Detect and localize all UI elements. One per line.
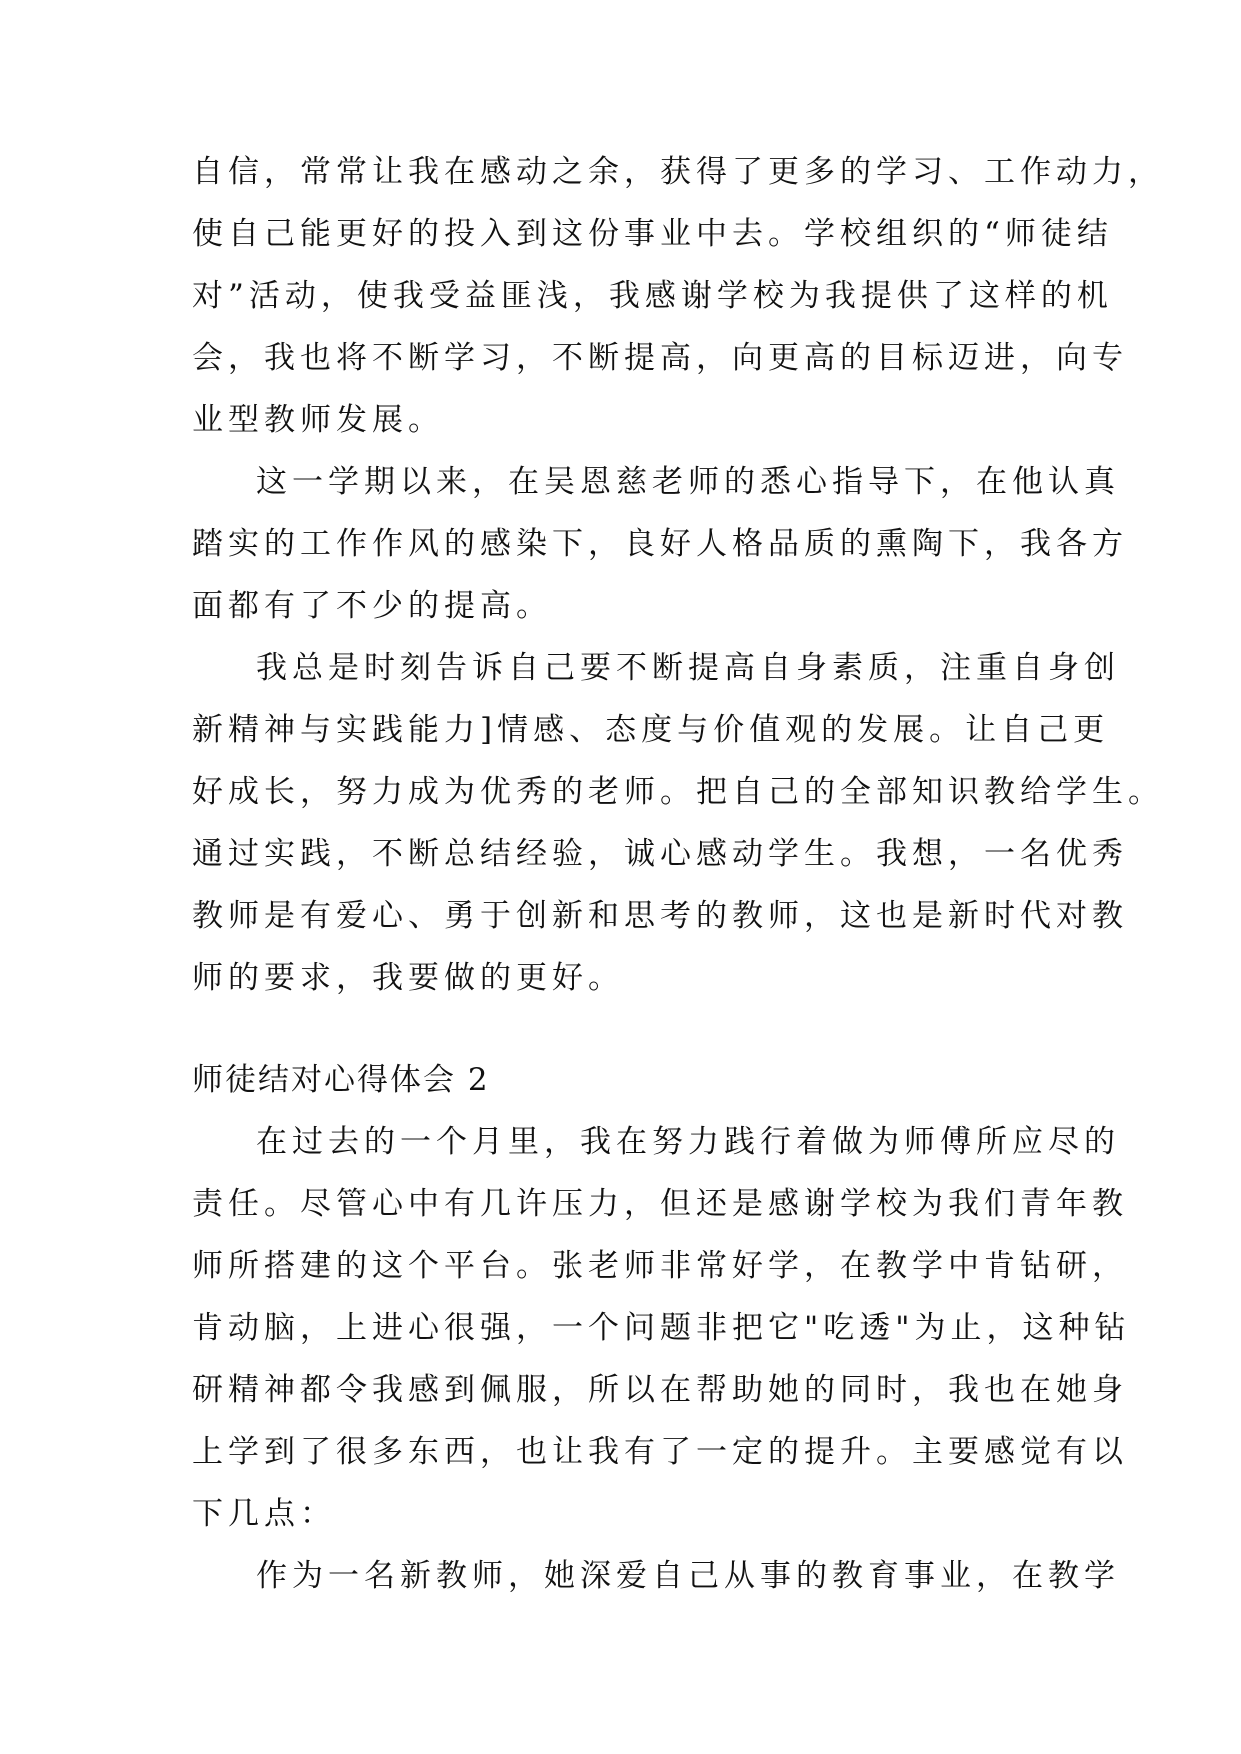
paragraph-first-line: 在过去的一个月里，我在努力践行着做为师傅所应尽的 [256,1124,1120,1160]
text-line: 下几点： [192,1496,336,1532]
text-line: 肯动脑，上进心很强，一个问题非把它"吃透"为止，这种钻 [192,1310,1131,1346]
text-line: 会，我也将不断学习，不断提高，向更高的目标迈进，向专 [192,340,1128,376]
text-line: 面都有了不少的提高。 [192,588,552,624]
text-line: 研精神都令我感到佩服，所以在帮助她的同时，我也在她身 [192,1372,1128,1408]
text-line: 自信，常常让我在感动之余，获得了更多的学习、工作动力， [192,154,1164,190]
text-line: 教师是有爱心、勇于创新和思考的教师，这也是新时代对教 [192,898,1128,934]
text-line: 责任。尽管心中有几许压力，但还是感谢学校为我们青年教 [192,1186,1128,1222]
text-line: 踏实的工作作风的感染下，良好人格品质的熏陶下，我各方 [192,526,1128,562]
text-line: 好成长，努力成为优秀的老师。把自己的全部知识教给学生。 [192,774,1164,810]
text-line: 对”活动，使我受益匪浅，我感谢学校为我提供了这样的机 [192,278,1113,314]
paragraph-first-line: 我总是时刻告诉自己要不断提高自身素质，注重自身创 [256,650,1120,686]
text-line: 通过实践，不断总结经验，诚心感动学生。我想，一名优秀 [192,836,1128,872]
section-heading: 师徒结对心得体会 2 [192,1062,490,1098]
text-line: 师的要求，我要做的更好。 [192,960,624,996]
text-line: 新精神与实践能力]情感、态度与价值观的发展。让自己更 [192,712,1110,748]
text-line: 使自己能更好的投入到这份事业中去。学校组织的“师徒结 [192,216,1113,252]
paragraph-first-line: 这一学期以来，在吴恩慈老师的悉心指导下，在他认真 [256,464,1120,500]
text-line: 上学到了很多东西，也让我有了一定的提升。主要感觉有以 [192,1434,1128,1470]
text-line: 业型教师发展。 [192,402,444,438]
text-line: 师所搭建的这个平台。张老师非常好学，在教学中肯钻研， [192,1248,1128,1284]
paragraph-first-line: 作为一名新教师，她深爱自己从事的教育事业，在教学 [256,1558,1120,1594]
